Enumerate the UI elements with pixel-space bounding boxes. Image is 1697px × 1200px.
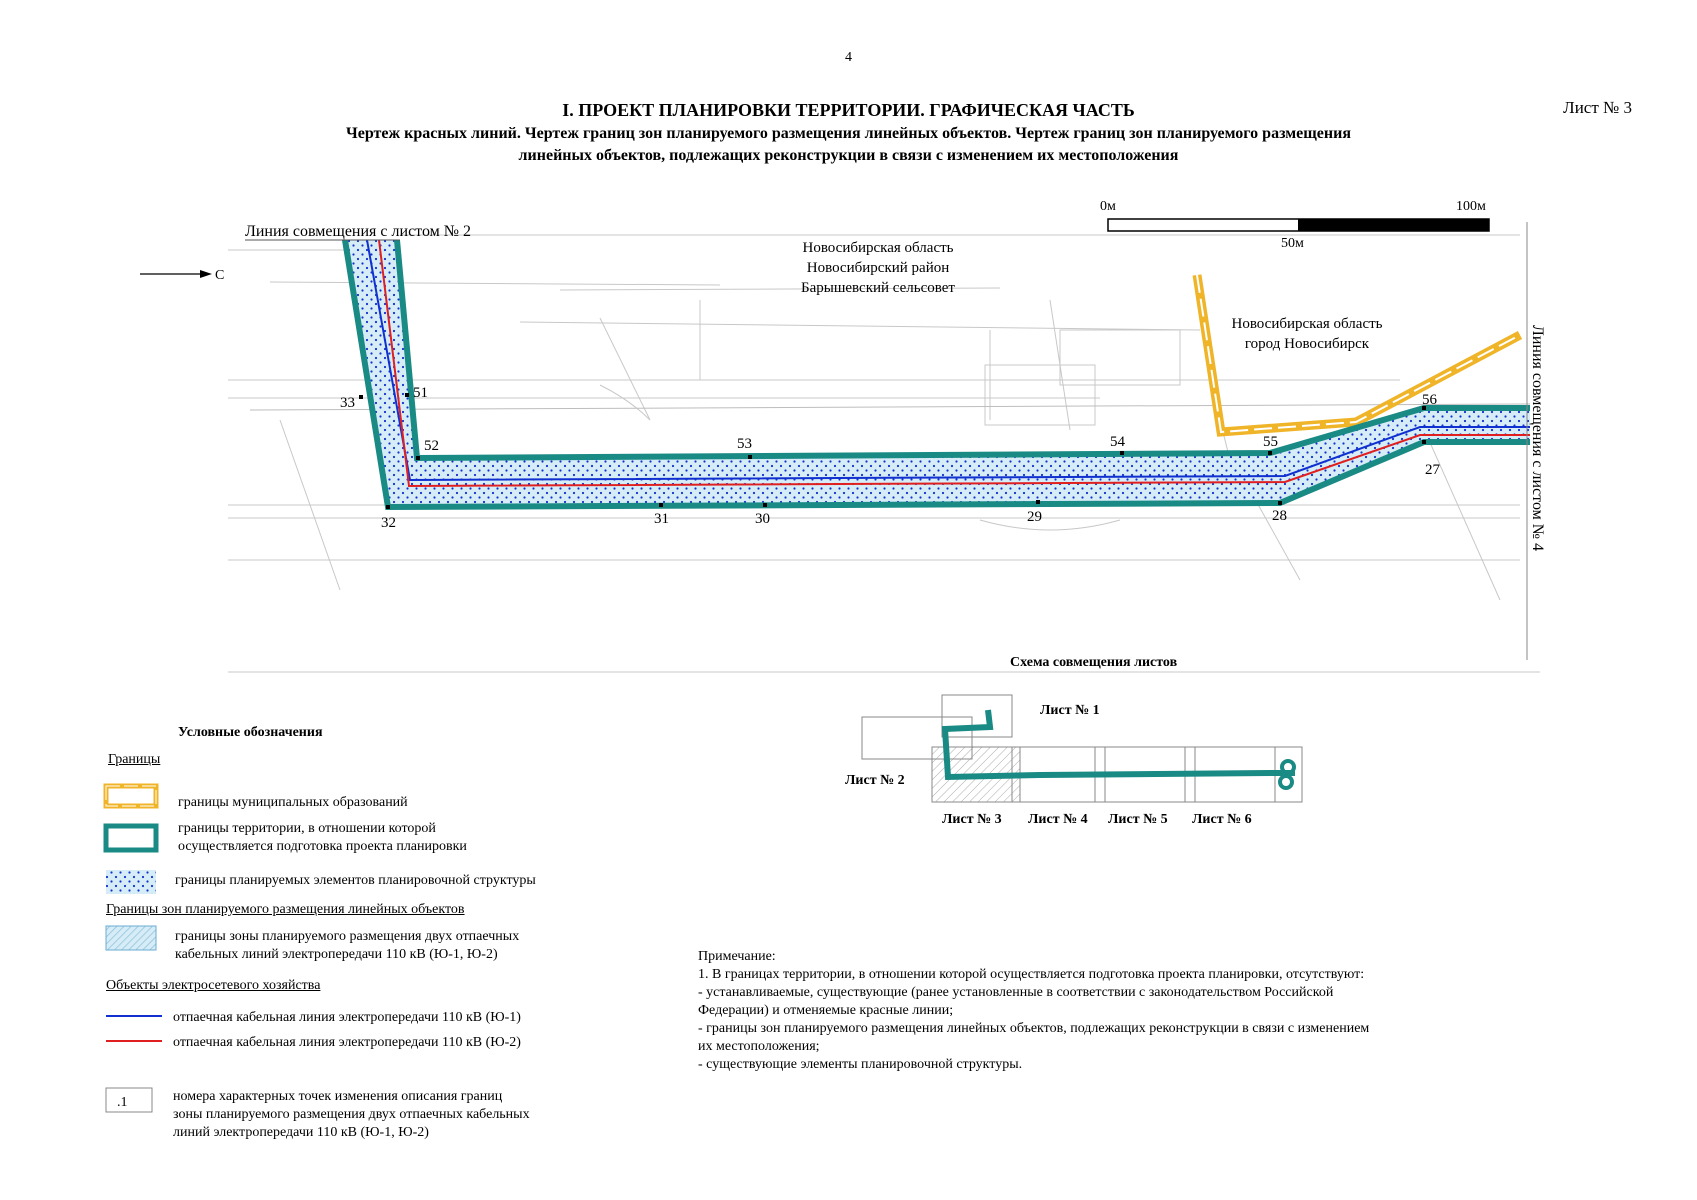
- legend-section-zones: Границы зон планируемого размещения линейных объектов: [106, 902, 465, 917]
- legend-point-symbol-text: .1: [117, 1095, 128, 1110]
- legend-symbol-territory: [106, 826, 156, 850]
- sheet-number: Лист № 3: [1563, 98, 1632, 117]
- note-line-3: Федерации) и отменяемые красные линии;: [698, 1003, 954, 1018]
- legend-item-planning: границы планируемых элементов планировочной структуры: [175, 873, 536, 888]
- legend-item-points: номера характерных точек изменения описания границ зоны планируемого размещения двух отпаечных кабельных линий электропередачи 110 кВ (Ю-1, Ю-2): [173, 1089, 530, 1140]
- point-label-56: 56: [1422, 392, 1437, 408]
- north-arrow: [140, 268, 224, 283]
- subtitle-line-1: Чертеж красных линий. Чертеж границ зон планируемого размещения линейных объектов. Чертеж границ зон планируемого размещения: [346, 125, 1351, 142]
- legend-symbol-planning: [106, 870, 156, 894]
- legend-symbol-municipal: [106, 786, 156, 806]
- scheme-sheet-3: Лист № 3: [942, 812, 1002, 827]
- svg-text:Новосибирская область: Новосибирская область: [1231, 316, 1383, 332]
- scheme-sheet-1: Лист № 1: [1040, 703, 1100, 718]
- scheme-sheet-6: Лист № 6: [1192, 812, 1252, 827]
- scale-mid-label: 50м: [1281, 236, 1304, 251]
- point-label-32: 32: [381, 515, 396, 531]
- point-label-28: 28: [1272, 508, 1287, 524]
- svg-text:Новосибирская область: Новосибирская область: [802, 240, 954, 256]
- point-label-51: 51: [413, 385, 428, 401]
- scale-max-label: 100м: [1456, 199, 1486, 214]
- region-label-district: [801, 240, 955, 296]
- subtitle-line-2: линейных объектов, подлежащих реконструкции в связи с изменением их местоположения: [518, 147, 1179, 164]
- legend-section-grid: Объекты электросетевого хозяйства: [106, 978, 321, 993]
- note-line-4: - границы зон планируемого размещения линейных объектов, подлежащих реконструкции в связи с изменением: [698, 1021, 1370, 1036]
- svg-text:город Новосибирск: город Новосибирск: [1244, 336, 1370, 352]
- legend-symbols: [100, 780, 170, 1150]
- scale-zero-label: 0м: [1100, 199, 1116, 214]
- legend-item-zone: границы зоны планируемого размещения двух отпаечных кабельных линий электропередачи 110 кВ (Ю-1, Ю-2): [175, 929, 520, 962]
- point-label-55: 55: [1263, 434, 1278, 450]
- page-number: 4: [845, 50, 852, 65]
- scheme-sheet-5: Лист № 5: [1108, 812, 1168, 827]
- note-line-1: 1. В границах территории, в отношении которой осуществляется подготовка проекта планировки, отсутствуют:: [698, 967, 1365, 982]
- note-title: Примечание:: [698, 949, 776, 964]
- legend-item-territory: границы территории, в отношении которой осуществляется подготовка проекта планировки: [178, 821, 467, 854]
- point-label-27: 27: [1425, 462, 1440, 478]
- legend-symbol-zone: [106, 926, 156, 950]
- scheme-title: Схема совмещения листов: [1010, 655, 1178, 670]
- legend-item-yu2: отпаечная кабельная линия электропередачи 110 кВ (Ю-2): [173, 1035, 521, 1050]
- legend-item-municipal: границы муниципальных образований: [178, 795, 408, 810]
- north-arrow-label: С: [215, 268, 225, 283]
- note-line-5: их местоположения;: [698, 1039, 820, 1054]
- point-label-31: 31: [654, 511, 669, 527]
- region-label-city: [1231, 316, 1382, 352]
- note-line-6: - существующие элементы планировочной структуры.: [698, 1057, 1023, 1072]
- scheme-sheet-2: Лист № 2: [845, 773, 905, 788]
- point-label-29: 29: [1027, 509, 1042, 525]
- scale-bar: [1100, 199, 1489, 251]
- scheme-sheet-4: Лист № 4: [1028, 812, 1088, 827]
- legend-section-borders: Границы: [108, 752, 161, 767]
- match-line-left-label: Линия совмещения с листом № 2: [245, 223, 472, 240]
- point-label-52: 52: [424, 438, 439, 454]
- point-label-54: 54: [1110, 434, 1125, 450]
- match-line-right-label: Линия совмещения с листом № 4: [1529, 325, 1546, 552]
- legend-symbol-point: [106, 1088, 152, 1112]
- note-block: [698, 948, 1528, 1074]
- note-line-2: - устанавливаемые, существующие (ранее установленные в соответствии с законодательством Российской: [698, 985, 1334, 1000]
- point-label-30: 30: [755, 511, 770, 527]
- svg-text:Барышевский сельсовет: Барышевский сельсовет: [801, 280, 955, 296]
- svg-text:Новосибирский район: Новосибирский район: [806, 260, 950, 276]
- legend-item-yu1: отпаечная кабельная линия электропередачи 110 кВ (Ю-1): [173, 1010, 521, 1025]
- point-label-53: 53: [737, 436, 752, 452]
- legend-title: Условные обозначения: [178, 725, 323, 740]
- page-title: I. ПРОЕКТ ПЛАНИРОВКИ ТЕРРИТОРИИ. ГРАФИЧЕСКАЯ ЧАСТЬ: [562, 100, 1135, 120]
- point-label-33: 33: [340, 395, 355, 411]
